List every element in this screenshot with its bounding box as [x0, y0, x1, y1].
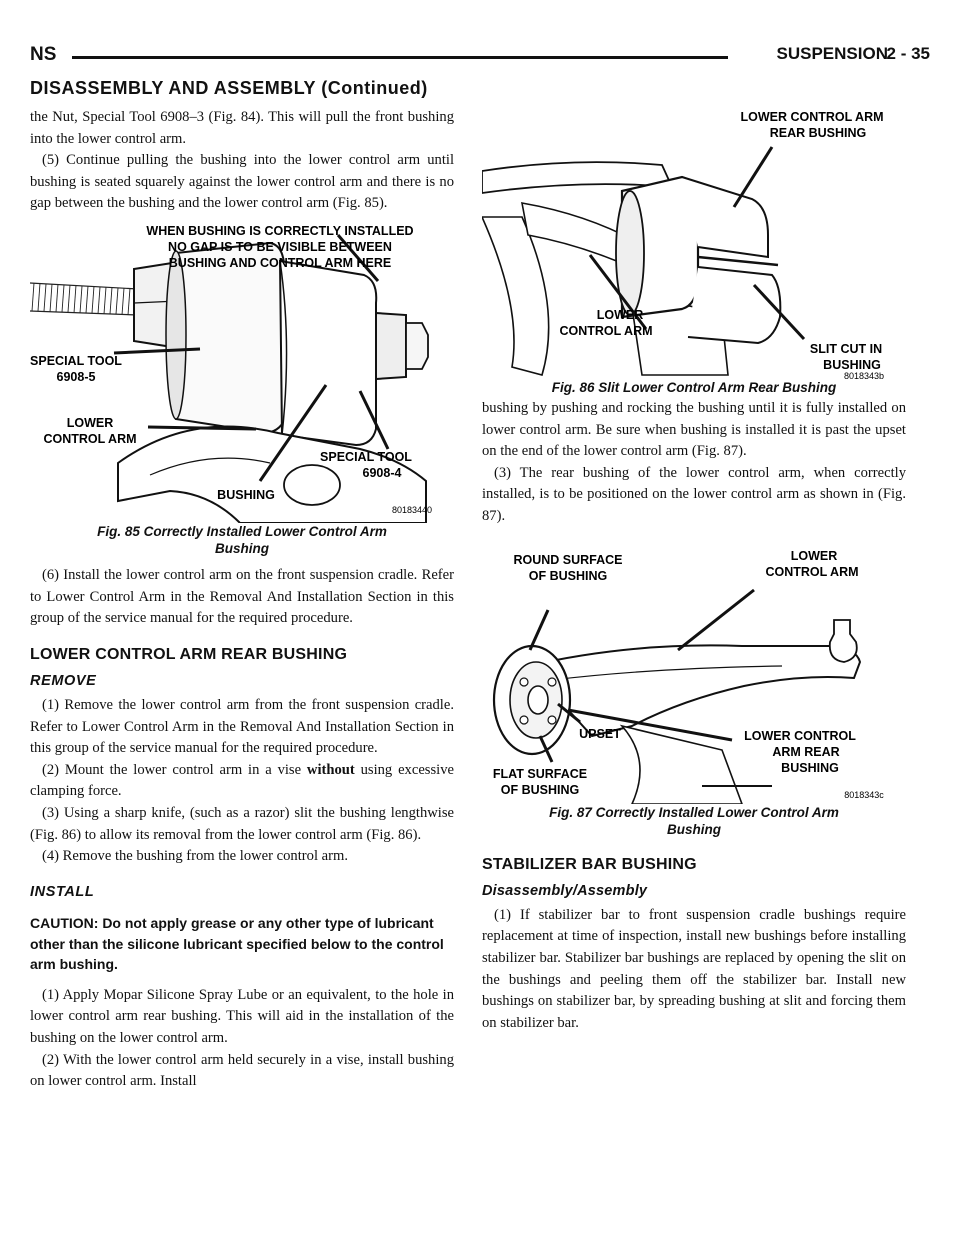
text-run: using excessive clamping force. [30, 761, 454, 800]
pointer-arm [148, 427, 256, 429]
label-rear-line2: ARM REAR [772, 744, 840, 759]
label-rear-line3: BUSHING [781, 760, 839, 775]
label-round-line1: ROUND SURFACE [513, 552, 623, 567]
label-arm-line2: CONTROL ARM [559, 324, 653, 338]
figure-code: 8018343c [844, 789, 884, 800]
label-arm-line1: LOWER [790, 549, 838, 563]
label-slit-line1: SLIT CUT IN [809, 342, 883, 356]
label-arm-line2: CONTROL ARM [765, 564, 859, 579]
subsection-heading: STABILIZER BAR BUSHING [482, 855, 697, 873]
figure-code: 8018343b [843, 371, 885, 379]
page-number: 2 - 35 [886, 44, 930, 63]
procedure-heading: Disassembly/Assembly [482, 883, 648, 900]
label-gap-line2: NO GAP IS TO BE VISIBLE BETWEEN [168, 239, 392, 254]
label-arm-line2: CONTROL ARM [43, 431, 137, 446]
header-rule [72, 56, 728, 59]
paragraph: (4) Remove the bushing from the lower control arm. [42, 848, 348, 865]
right-column [482, 107, 906, 1034]
pointer-rear-bushing [734, 147, 772, 207]
text-run: (2) Mount the lower control arm in a vise [42, 761, 307, 778]
paragraph: (2) With the lower control arm held securely in a vise, install bushing on lower control arm. Install [30, 1051, 454, 1090]
slit-line [698, 257, 778, 265]
bushing-part [280, 261, 376, 445]
figure-87-caption [482, 804, 906, 838]
paragraph [30, 760, 454, 803]
procedure-heading: REMOVE [30, 673, 97, 690]
paragraph: (1) Remove the lower control arm from the front suspension cradle. Refer to Lower Control Arm in the Removal And Installation Section in this group of the service manual for the required procedure. [30, 696, 454, 757]
figure-85-illustration [30, 223, 454, 523]
caption-line: Bushing [667, 821, 721, 837]
paragraph: (1) Apply Mopar Silicone Spray Lube or an equivalent, to the hole in lower control arm rear bushing. This will aid in the installation of the bushing on the lower control arm. [30, 986, 454, 1046]
label-slit-line2: BUSHING [823, 358, 881, 372]
label-upset: UPSET [579, 726, 621, 741]
paragraph: (3) The rear bushing of the lower control arm, when correctly installed, is to be positioned on the lower control arm as shown in (Fig. 87). [482, 464, 906, 524]
procedure-heading: INSTALL [30, 883, 95, 900]
label-bushing: BUSHING [217, 487, 275, 502]
caption-line: Fig. 85 Correctly Installed Lower Control Arm [97, 523, 387, 539]
label-rear-line2: REAR BUSHING [769, 126, 867, 140]
label-flat-line1: FLAT SURFACE [492, 766, 588, 781]
label-rear-line1: LOWER CONTROL [744, 728, 856, 743]
label-tool4-line2: 6908-4 [362, 465, 402, 480]
pointer-round [530, 610, 548, 650]
label-arm-line1: LOWER [66, 415, 114, 430]
paragraph: bushing by pushing and rocking the bushing until it is fully installed on lower control arm. Be sure when bushing is installed it is past the upset on the end of the lower control arm (Fig. 87). [482, 400, 906, 460]
paragraph: the Nut, Special Tool 6908–3 (Fig. 84). This will pull the front bushing into the lower control arm. [30, 109, 454, 147]
paragraph: (6) Install the lower control arm on the front suspension cradle. Refer to Lower Control Arm in the Removal And Installation Section in this group of the service manual for the required procedure. [30, 566, 454, 627]
left-column [30, 107, 454, 1093]
threaded-rod [30, 283, 138, 315]
paragraph: (3) Using a sharp knife, (such as a razor) slit the bushing lengthwise (Fig. 86) to allow its removal from the lower control arm (Fig. 86). [30, 804, 454, 843]
caution-note: CAUTION: Do not apply grease or any other type of lubricant other than the silicone lubricant specified below to the control arm bushing. [30, 915, 444, 973]
paragraph: (5) Continue pulling the bushing into the lower control arm until bushing is seated squarely against the lower control arm and there is no gap between the bushing and the lower control arm (Fig. 85). [30, 152, 454, 212]
figure-86 [482, 107, 906, 396]
label-tool4-line1: SPECIAL TOOL [320, 449, 412, 464]
label-tool5-line2: 6908-5 [56, 369, 96, 384]
figure-85-caption [30, 523, 454, 557]
figure-87-illustration [482, 550, 906, 804]
label-gap-line1: WHEN BUSHING IS CORRECTLY INSTALLED [146, 223, 414, 238]
subsection-heading: LOWER CONTROL ARM REAR BUSHING [30, 645, 348, 663]
figure-86-caption: Fig. 86 Slit Lower Control Arm Rear Bushing [551, 380, 837, 395]
figure-86-illustration [482, 107, 906, 379]
section-title: DISASSEMBLY AND ASSEMBLY (Continued) [30, 78, 428, 98]
caption-line: Bushing [215, 540, 269, 556]
label-flat-line2: OF BUSHING [500, 782, 580, 797]
emphasis: without [306, 761, 355, 778]
label-gap-line3: BUSHING AND CONTROL ARM HERE [168, 255, 392, 270]
figure-87 [482, 550, 906, 838]
figure-85 [30, 223, 454, 557]
caption-line: Fig. 87 Correctly Installed Lower Control Arm [549, 804, 839, 820]
header-manual-code: NS [30, 44, 57, 65]
pointer-arm [678, 590, 754, 650]
special-tool-6908-5 [176, 243, 286, 433]
label-round-line2: OF BUSHING [528, 568, 608, 583]
lower-control-arm-part [528, 645, 860, 736]
label-tool5-line1: SPECIAL TOOL [30, 353, 122, 368]
paragraph: (1) If stabilizer bar to front suspension cradle bushings require replacement at time of inspection, install new bushings before installing stabilizer bar. Stabilizer bar bushings are replaced by opening the slit on the bushings and peeling them off the stabilizer bar. Install new bushings on stabilizer bar, by spreading bushing at slit and forcing them on stabilizer bar. [482, 906, 906, 1031]
ball-joint [830, 620, 857, 662]
header-section-name: SUSPENSION [776, 44, 888, 63]
figure-code: 80183440 [391, 504, 433, 515]
special-tool-6908-4 [376, 313, 406, 379]
label-arm-line1: LOWER [596, 308, 644, 322]
label-rear-line1: LOWER CONTROL ARM [740, 110, 884, 124]
